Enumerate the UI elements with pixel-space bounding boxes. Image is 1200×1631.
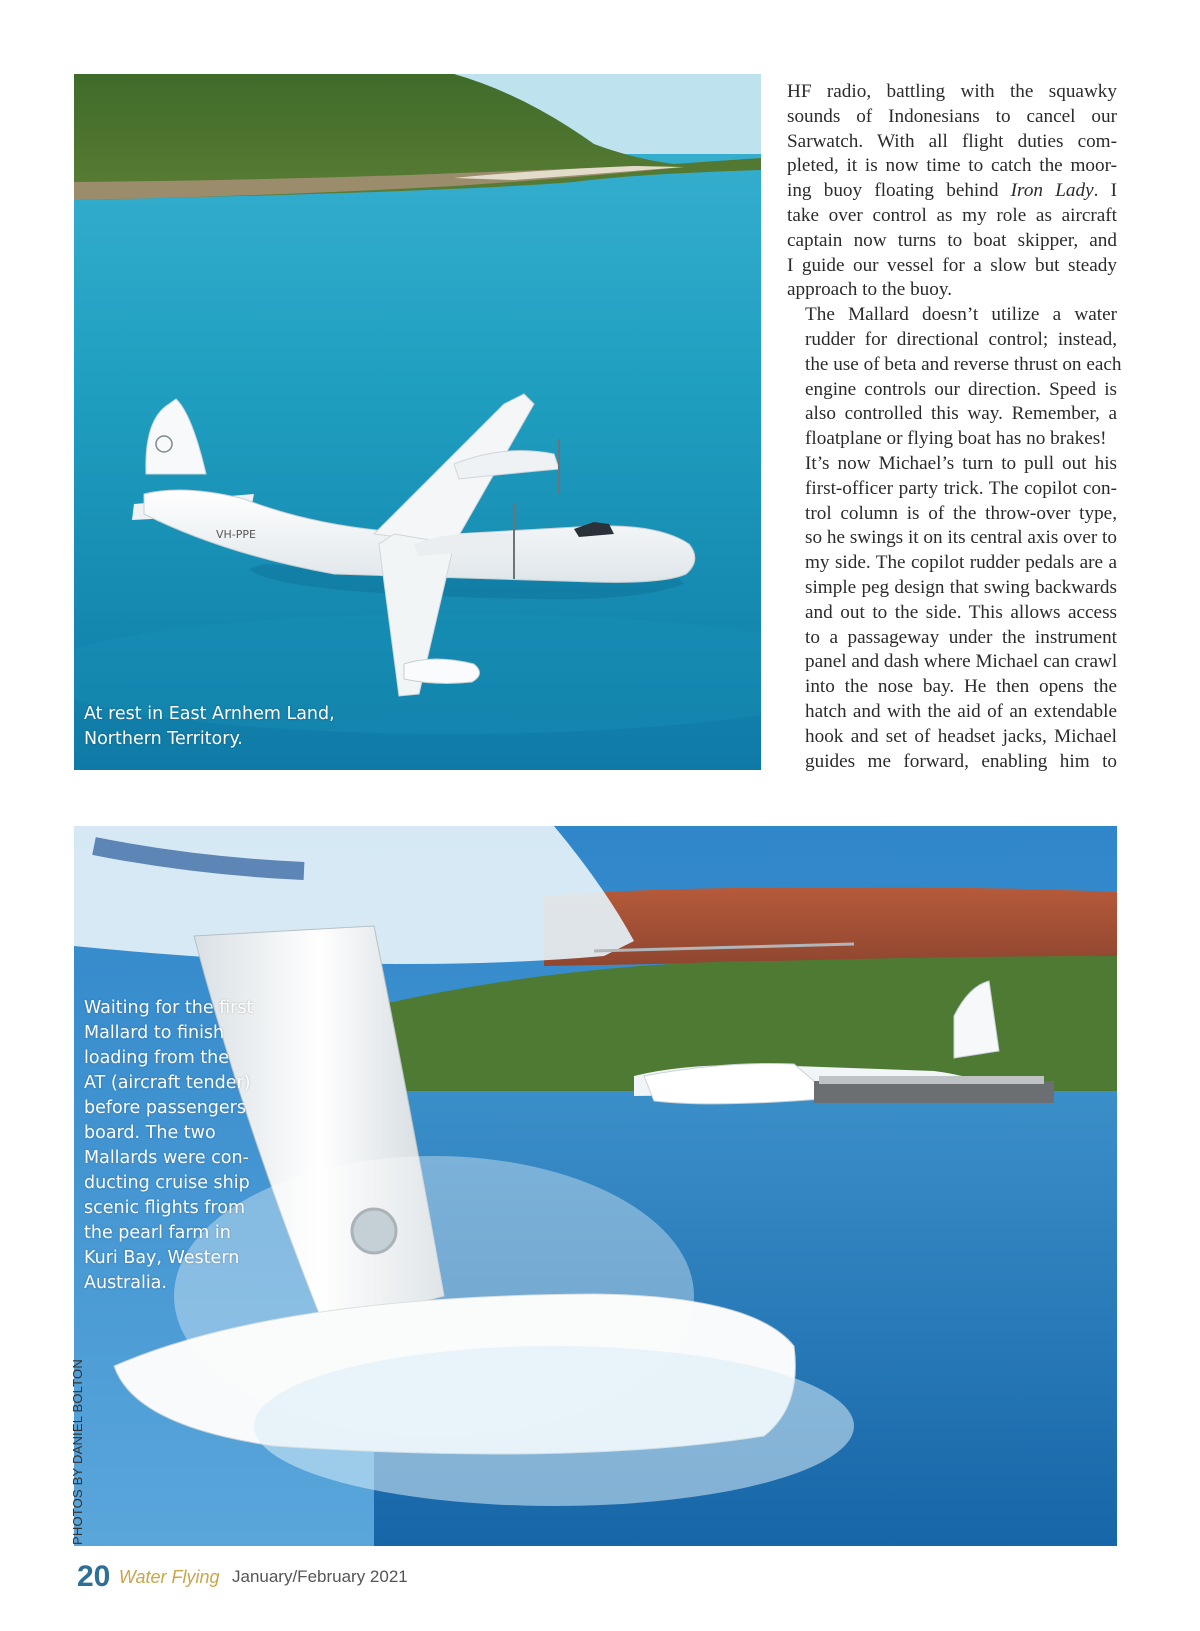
page-folio — [77, 1560, 408, 1594]
text-line: and out to the side. This allows access — [805, 601, 1117, 623]
text-line: rudder for directional control; instead, — [805, 328, 1117, 350]
issue-date: January/February 2021 — [231, 1567, 408, 1586]
text-line: approach to the buoy. — [787, 279, 952, 301]
text-line: I guide our vessel for a slow but steady — [787, 254, 1117, 276]
text-line: The Mallard doesn’t utilize a water — [805, 304, 1117, 326]
text-line: guides me forward, enabling him to — [805, 750, 1117, 772]
text-line: floatplane or flying boat has no brakes! — [805, 428, 1107, 450]
article-paragraph — [787, 452, 1117, 774]
text-line: into the nose bay. He then opens the — [805, 676, 1117, 698]
text-line: Sarwatch. With all flight duties com- — [787, 130, 1117, 152]
text-line — [787, 179, 1117, 204]
text-line: hatch and with the aid of an extendable — [805, 700, 1117, 722]
text-line: take over control as my role as aircraft — [787, 204, 1117, 226]
caption-line: Mallards were con- — [84, 1148, 249, 1168]
photo-wingtip-float — [74, 826, 1117, 1546]
vessel-name: Iron Lady — [1010, 180, 1094, 202]
text-line: also controlled this way. Remember, a — [805, 403, 1117, 425]
text-line: to a passageway under the instrument — [805, 626, 1117, 648]
caption-top — [84, 702, 404, 752]
text-line: so he swings it on its central axis over to — [805, 527, 1117, 549]
caption-line: Mallard to finish — [84, 1023, 225, 1043]
caption-line: Kuri Bay, Western — [84, 1248, 240, 1268]
text-line: HF radio, battling with the squawky — [787, 81, 1117, 102]
text-run: ing buoy floating behind — [787, 180, 1011, 202]
photo-seaplane-at-rest — [74, 74, 761, 770]
text-line: trol column is of the throw-over type, — [805, 502, 1117, 524]
text-line: pleted, it is now time to catch the moor- — [787, 155, 1117, 177]
caption-line: Australia. — [84, 1273, 167, 1293]
text-line: my side. The copilot rudder pedals are a — [805, 552, 1117, 574]
text-line: captain now turns to boat skipper, and — [787, 229, 1117, 251]
caption-line: AT (aircraft tender) — [84, 1073, 251, 1093]
article-paragraph — [787, 80, 1117, 303]
caption-line: ducting cruise ship — [84, 1173, 250, 1193]
caption-line: Waiting for the first — [84, 998, 254, 1018]
article-body — [787, 80, 1122, 774]
article-paragraph — [787, 303, 1122, 452]
page-number: 20 — [77, 1560, 111, 1593]
caption-line: scenic flights from — [84, 1198, 245, 1218]
caption-line: before passengers — [84, 1098, 246, 1118]
caption-line: loading from the — [84, 1048, 230, 1068]
caption-bottom — [84, 996, 259, 1296]
caption-line: board. The two — [84, 1123, 216, 1143]
text-line: sounds of Indonesians to cancel our — [787, 105, 1117, 127]
text-line: panel and dash where Michael can crawl — [805, 651, 1118, 673]
seaplane-at-rest-illustration — [74, 74, 761, 770]
text-run: . I — [1093, 180, 1118, 202]
text-line: first-officer party trick. The copilot con- — [805, 477, 1117, 499]
magazine-title: Water Flying — [118, 1566, 220, 1587]
text-line: hook and set of headset jacks, Michael — [805, 725, 1117, 747]
text-line: engine controls our direction. Speed is — [805, 378, 1117, 400]
registration-marking: VH-PPE — [216, 528, 256, 541]
text-line: simple peg design that swing backwards — [805, 576, 1117, 598]
text-line: the use of beta and reverse thrust on each — [805, 353, 1122, 375]
text-line: It’s now Michael’s turn to pull out his — [805, 452, 1117, 474]
caption-line: Northern Territory. — [84, 729, 243, 749]
photo-credit: PHOTOS BY DANIEL BOLTON — [70, 1359, 85, 1545]
caption-line: the pearl farm in — [84, 1223, 231, 1243]
caption-line: At rest in East Arnhem Land, — [84, 704, 335, 724]
